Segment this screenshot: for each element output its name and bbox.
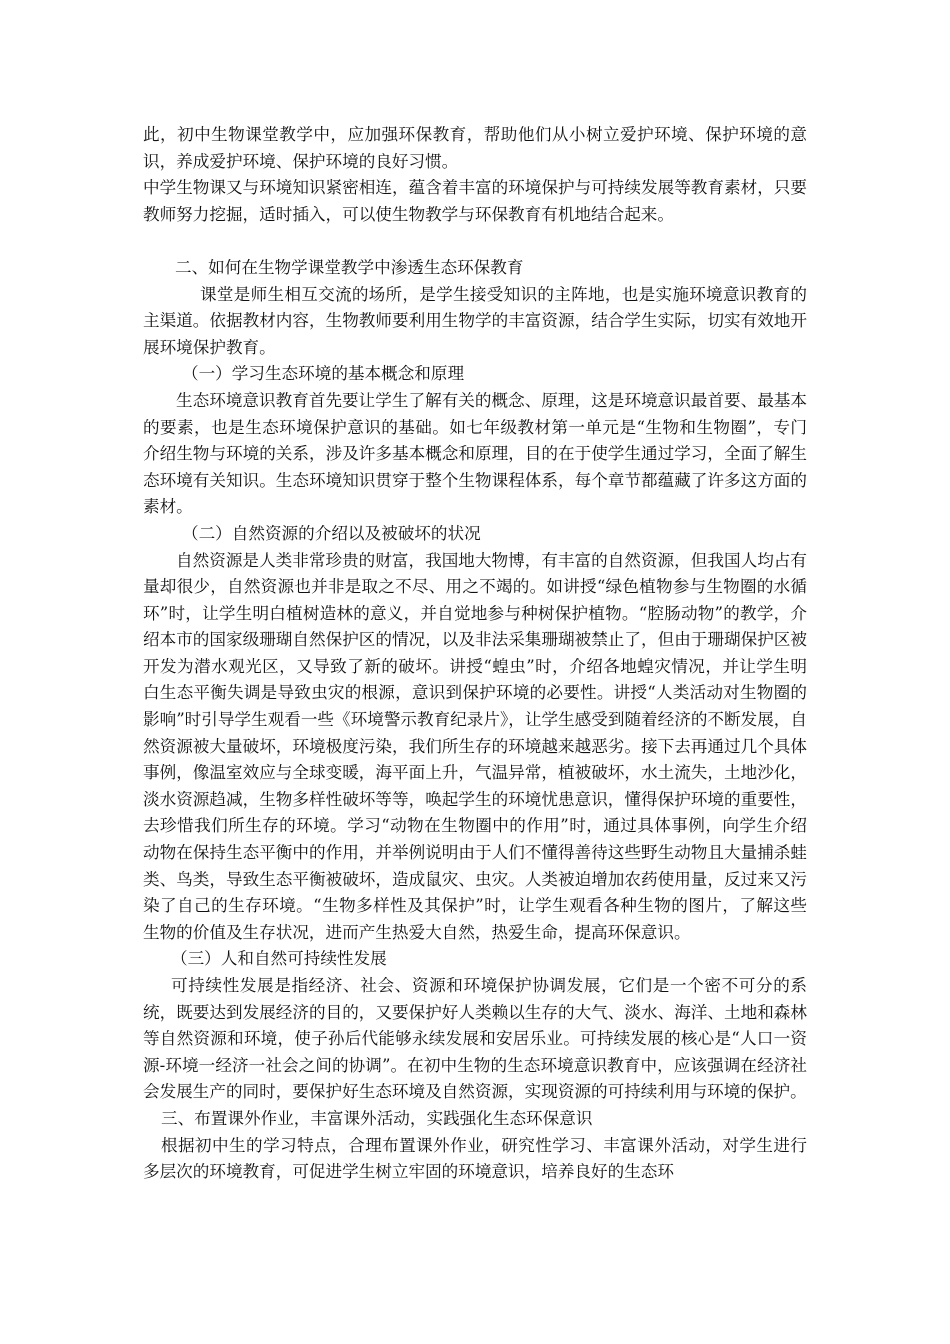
body-paragraph: 生态环境意识教育首先要让学生了解有关的概念、原理，这是环境意识最首要、最基本的要素，也是生态环境保护意识的基础。如七年级教材第一单元是“生物和生物圈”，专门介绍生物与环境的关系，涉及许多基本概念和原理，目的在于使学生通过学习，全面了解生态环境有关知识。生态环境知识贯穿于整个生物课程体系，每个章节都蕴藏了许多这方面的素材。 [143, 390, 807, 517]
body-paragraph: 此，初中生物课堂教学中，应加强环保教育，帮助他们从小树立爱护环境、保护环境的意识，养成爱护环境、保护环境的良好习惯。 [143, 125, 807, 171]
body-paragraph: 根据初中生的学习特点，合理布置课外作业，研究性学习、丰富课外活动，对学生进行多层次的环境教育，可促进学生树立牢固的环境意识，培养良好的生态环 [143, 1135, 807, 1182]
body-paragraph: 课堂是师生相互交流的场所，是学生接受知识的主阵地，也是实施环境意识教育的主渠道。依据教材内容，生物教师要利用生物学的丰富资源，结合学生实际，切实有效地开展环境保护教育。 [143, 284, 807, 357]
body-paragraph: 中学生物课又与环境知识紧密相连，蕴含着丰富的环境保护与可持续发展等教育素材，只要教师努力挖掘，适时插入，可以使生物教学与环保教育有机地结合起来。 [143, 178, 807, 224]
section-heading: 二、如何在生物学课堂教学中渗透生态环保教育 [175, 257, 524, 277]
body-paragraph: 自然资源是人类非常珍贵的财富，我国地大物博，有丰富的自然资源，但我国人均占有量却很少，自然资源也并非是取之不尽、用之不竭的。如讲授“绿色植物参与生物圈的水循环”时，让学生明白植树造林的意义，并自觉地参与种树保护植物。“腔肠动物”的教学，介绍本市的国家级珊瑚自然保护区的情况，以及非法采集珊瑚被禁止了，但由于珊瑚保护区被开发为潜水观光区，又导致了新的破坏。讲授“蝗虫”时，介绍各地蝗灾情况，并让学生明白生态平衡失调是导致虫灾的根源，意识到保护环境的必要性。讲授“人类活动对生物圈的影响”时引导学生观看一些《环境警示教育纪录片》，让学生感受到随着经济的不断发展，自然资源被大量破坏，环境极度污染，我们所生存的环境越来越恶劣。接下去再通过几个具体事例，像温室效应与全球变暖，海平面上升，气温异常，植被破坏，水土流失，土地沙化，淡水资源趋减，生物多样性破坏等等，唤起学生的环境忧患意识，懂得保护环境的重要性，去珍惜我们所生存的环境。学习“动物在生物圈中的作用”时，通过具体事例，向学生介绍动物在保持生态平衡中的作用，并举例说明由于人们不懂得善待这些野生动物且大量捕杀蛙类、鸟类，导致生态平衡被破坏，造成鼠灾、虫灾。人类被迫增加农药使用量，反过来又污染了自己的生存环境。“生物多样性及其保护”时，让学生观看各种生物的图片，了解这些生物的价值及生存状况，进而产生热爱大自然，热爱生命，提高环保意识。 [143, 550, 807, 942]
blank-line [143, 228, 807, 255]
subsection-heading: （一）学习生态环境的基本概念和原理 [182, 364, 465, 384]
body-paragraph: 可持续性发展是指经济、社会、资源和环境保护协调发展，它们是一个密不可分的系统，既要达到发展经济的目的，又要保护好人类赖以生存的大气、淡水、海洋、土地和森林等自然资源和环境，使子孙后代能够永续发展和安居乐业。可持续发展的核心是“人口一资源-环境一经济一社会之间的协调”。在初中生物的生态环境意识教育中，应该强调在经济社会发展生产的同时，要保护好生态环境及自然资源，实现资源的可持续利用与环境的保护。 [143, 976, 807, 1102]
document-page [143, 122, 807, 1186]
subsection-heading: （二）自然资源的介绍以及被破坏的状况 [182, 523, 481, 543]
subsection-heading: （三）人和自然可持续性发展 [171, 949, 387, 969]
section-heading: 三、布置课外作业，丰富课外活动，实践强化生态环保意识 [161, 1108, 593, 1128]
